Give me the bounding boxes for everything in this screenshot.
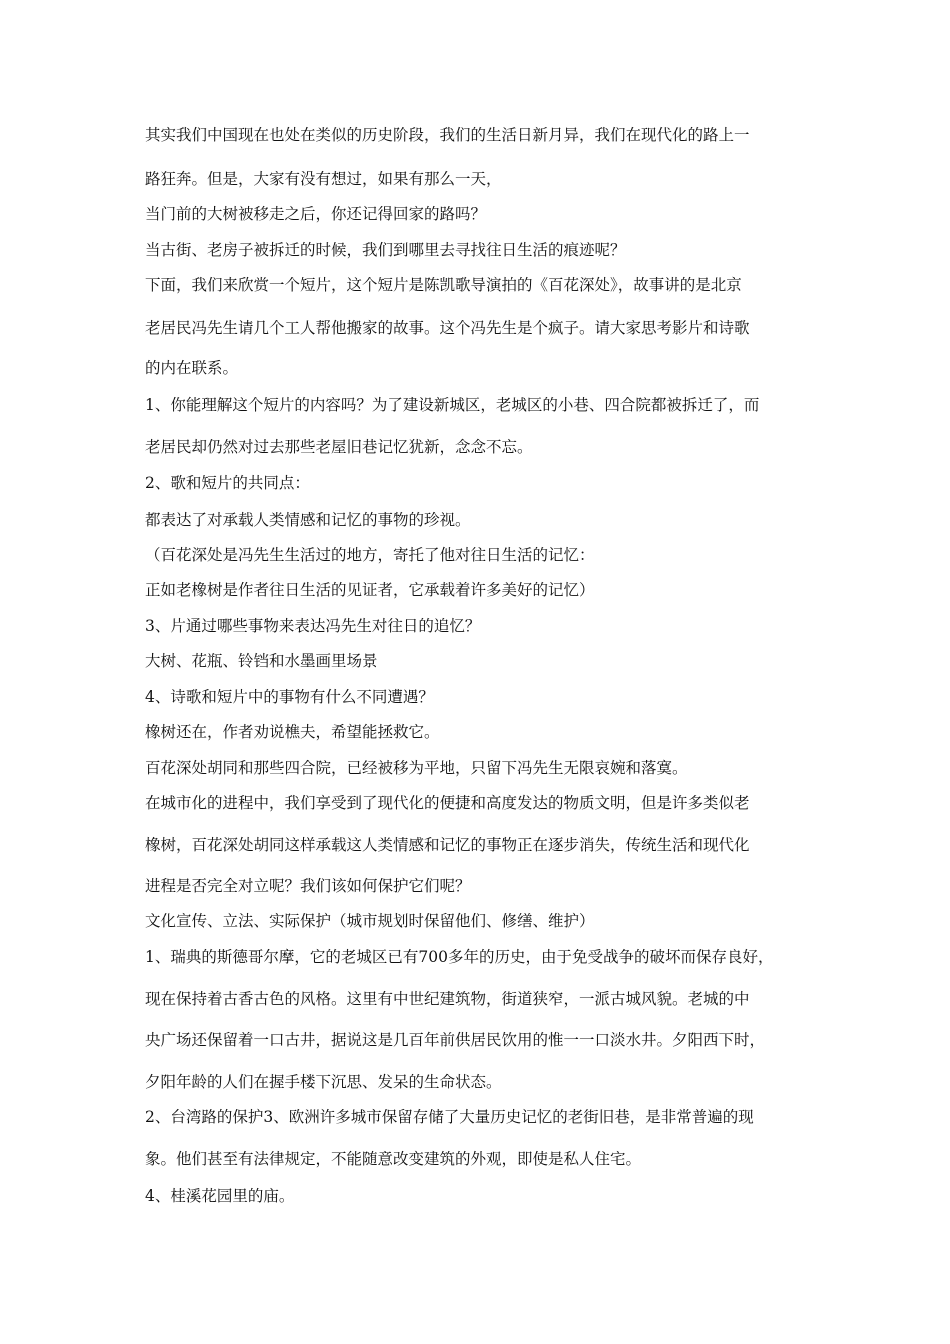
text-line: 3、片通过哪些事物来表达冯先生对往日的追忆？ (145, 617, 481, 635)
text-line: 象。他们甚至有法律规定，不能随意改变建筑的外观，即使是私人住宅。 (145, 1150, 642, 1168)
text-line: （百花深处是冯先生生活过的地方，寄托了他对往日生活的记忆： (145, 546, 595, 564)
text-line: 的内在联系。 (145, 359, 239, 377)
text-line: 都表达了对承载人类情感和记忆的事物的珍视。 (145, 511, 471, 529)
text-line: 正如老橡树是作者往日生活的见证者，它承载着许多美好的记忆） (145, 581, 595, 599)
text-line: 4、桂溪花园里的庙。 (145, 1187, 295, 1205)
text-line: 橡树，百花深处胡同这样承载这人类情感和记忆的事物正在逐步消失，传统生活和现代化 (145, 836, 750, 854)
text-line: 文化宣传、立法、实际保护（城市规划时保留他们、修缮、维护） (145, 912, 595, 930)
text-line: 夕阳年龄的人们在握手楼下沉思、发呆的生命状态。 (145, 1073, 502, 1091)
text-line: 当门前的大树被移走之后，你还记得回家的路吗？ (145, 205, 487, 223)
text-line: 进程是否完全对立呢？我们该如何保护它们呢？ (145, 877, 471, 895)
text-line: 4、诗歌和短片中的事物有什么不同遭遇？ (145, 688, 434, 706)
text-line: 1、瑞典的斯德哥尔摩，它的老城区已有700多年的历史，由于免受战争的破坏而保存良好， (145, 948, 774, 966)
text-line: 老居民却仍然对过去那些老屋旧巷记忆犹新，念念不忘。 (145, 438, 533, 456)
text-line: 在城市化的进程中，我们享受到了现代化的便捷和高度发达的物质文明，但是许多类似老 (145, 794, 750, 812)
text-line: 橡树还在，作者劝说樵夫，希望能拯救它。 (145, 723, 440, 741)
text-line: 老居民冯先生请几个工人帮他搬家的故事。这个冯先生是个疯子。请大家思考影片和诗歌 (145, 319, 750, 337)
text-line: 1、你能理解这个短片的内容吗？为了建设新城区，老城区的小巷、四合院都被拆迁了，而 (145, 396, 760, 414)
text-line: 下面，我们来欣赏一个短片，这个短片是陈凯歌导演拍的《百花深处》，故事讲的是北京 (145, 276, 742, 294)
text-line: 现在保持着古香古色的风格。这里有中世纪建筑物，街道狭窄，一派古城风貌。老城的中 (145, 990, 750, 1008)
text-line: 其实我们中国现在也处在类似的历史阶段，我们的生活日新月异，我们在现代化的路上一 (145, 126, 750, 144)
text-line: 当古街、老房子被拆迁的时候，我们到哪里去寻找往日生活的痕迹呢？ (145, 241, 626, 259)
text-line: 百花深处胡同和那些四合院，已经被移为平地，只留下冯先生无限哀婉和落寞。 (145, 759, 688, 777)
text-line: 大树、花瓶、铃铛和水墨画里场景 (145, 652, 378, 670)
text-line: 央广场还保留着一口古井，据说这是几百年前供居民饮用的惟一一口淡水井。夕阳西下时， (145, 1031, 766, 1049)
text-line: 2、台湾路的保护3、欧洲许多城市保留存储了大量历史记忆的老街旧巷，是非常普遍的现 (145, 1108, 754, 1126)
text-line: 2、歌和短片的共同点： (145, 474, 310, 492)
text-line: 路狂奔。但是，大家有没有想过，如果有那么一天， (145, 170, 502, 188)
